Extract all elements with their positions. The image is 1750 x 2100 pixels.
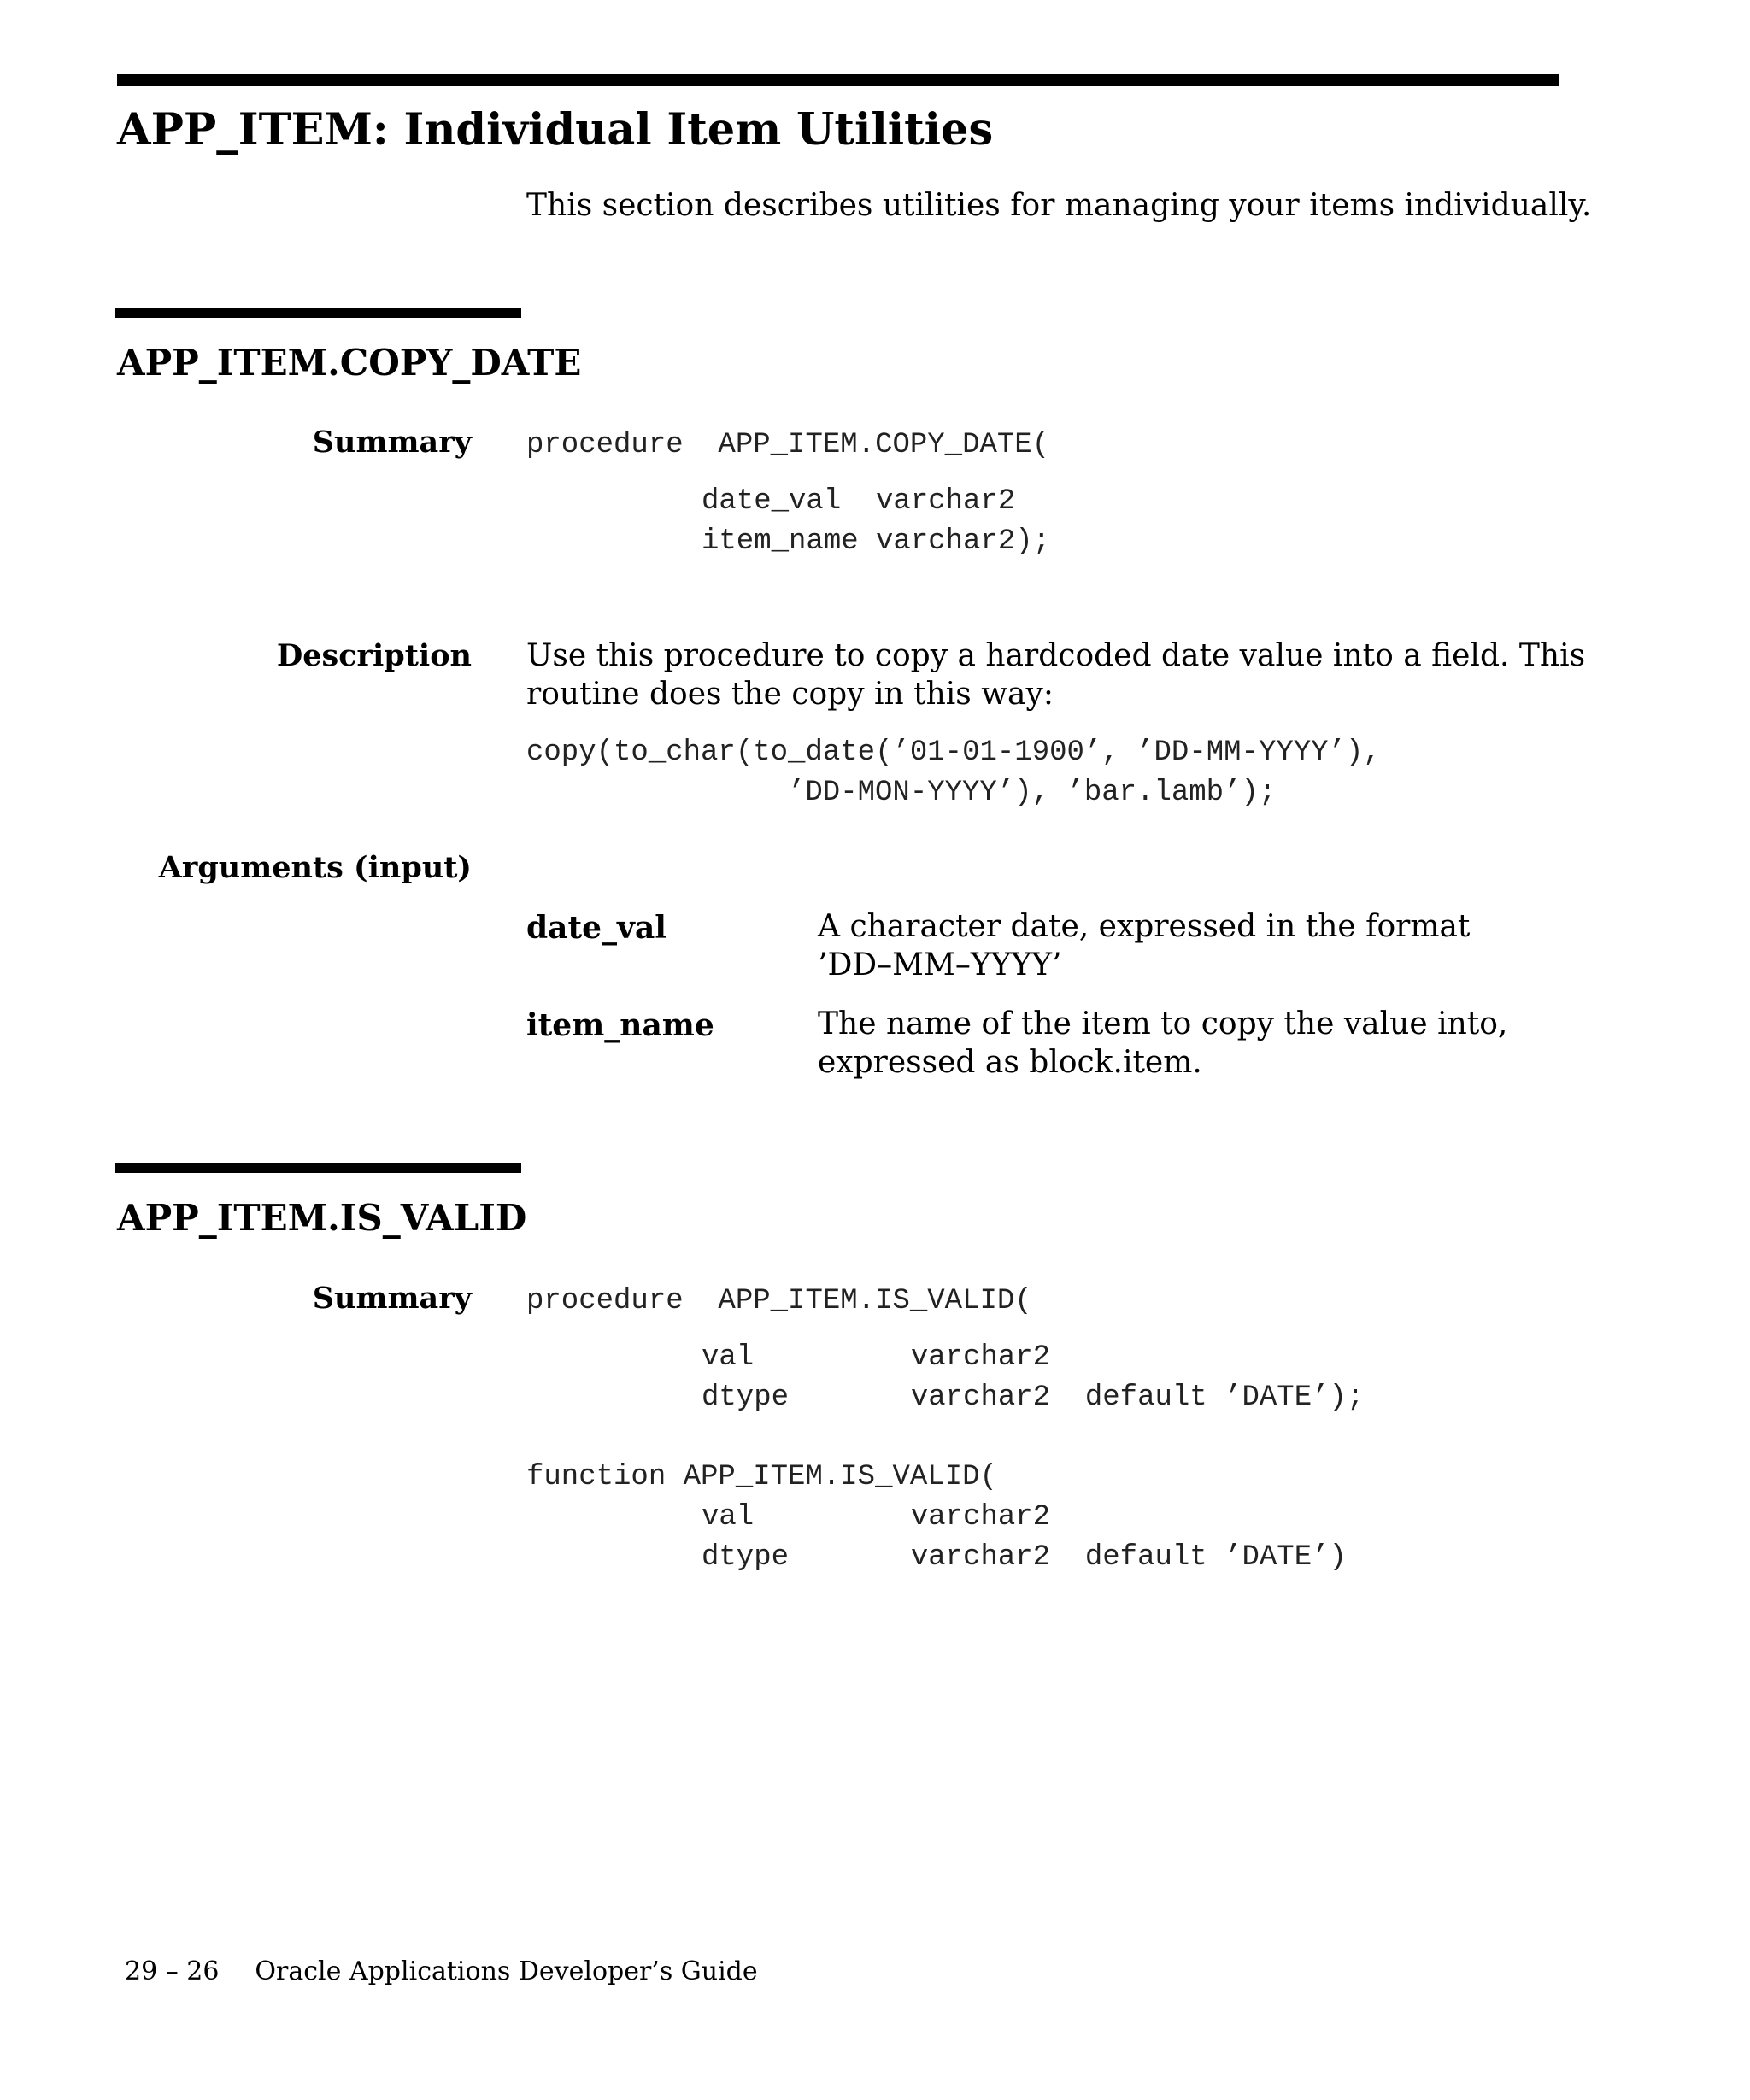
- summary-label-copy-date: Summary: [312, 425, 472, 460]
- description-code-line: ’DD-MON-YYYY’), ’bar.lamb’);: [788, 777, 1277, 809]
- section-rule-copy-date: [115, 308, 521, 318]
- page-footer: [125, 1955, 758, 1989]
- summary-code-line: dtype varchar2 default ’DATE’): [702, 1541, 1347, 1574]
- argument-name-item-name: item_name: [526, 1007, 714, 1043]
- summary-code-line: val varchar2: [702, 1341, 1051, 1374]
- description-text: routine does the copy in this way:: [526, 677, 1054, 712]
- description-text: Use this procedure to copy a hardcoded date value into a field. This: [526, 638, 1586, 673]
- section-title-is-valid: APP_ITEM.IS_VALID: [117, 1197, 527, 1239]
- summary-code-line: function APP_ITEM.IS_VALID(: [526, 1461, 997, 1493]
- section-intro: This section describes utilities for managing your items individually.: [526, 188, 1592, 223]
- page-number: 29 – 26: [125, 1956, 220, 1986]
- argument-description: expressed as block.item.: [818, 1045, 1202, 1080]
- argument-description: The name of the item to copy the value into,: [818, 1006, 1508, 1041]
- summary-code-line: item_name varchar2);: [702, 525, 1051, 558]
- argument-description: A character date, expressed in the format: [818, 909, 1471, 944]
- description-label: Description: [276, 638, 472, 673]
- arguments-label: Arguments (input): [158, 850, 472, 885]
- section-rule-is-valid: [115, 1163, 521, 1173]
- summary-code-line: date_val varchar2: [702, 485, 1016, 518]
- book-title: Oracle Applications Developer’s Guide: [255, 1956, 758, 1986]
- section-title-copy-date: APP_ITEM.COPY_DATE: [117, 342, 582, 384]
- description-code-line: copy(to_char(to_date(’01-01-1900’, ’DD-MM-YYYY’),: [526, 736, 1381, 769]
- summary-code-line: dtype varchar2 default ’DATE’);: [702, 1381, 1365, 1414]
- summary-code-line: procedure APP_ITEM.IS_VALID(: [526, 1285, 1032, 1317]
- summary-code-line: procedure APP_ITEM.COPY_DATE(: [526, 429, 1050, 461]
- summary-code-line: val varchar2: [702, 1501, 1051, 1534]
- argument-description: ’DD–MM–YYYY’: [818, 947, 1062, 983]
- argument-name-date-val: date_val: [526, 910, 667, 946]
- top-rule: [117, 74, 1559, 86]
- summary-label-is-valid: Summary: [312, 1281, 472, 1316]
- page-title: APP_ITEM: Individual Item Utilities: [117, 104, 994, 155]
